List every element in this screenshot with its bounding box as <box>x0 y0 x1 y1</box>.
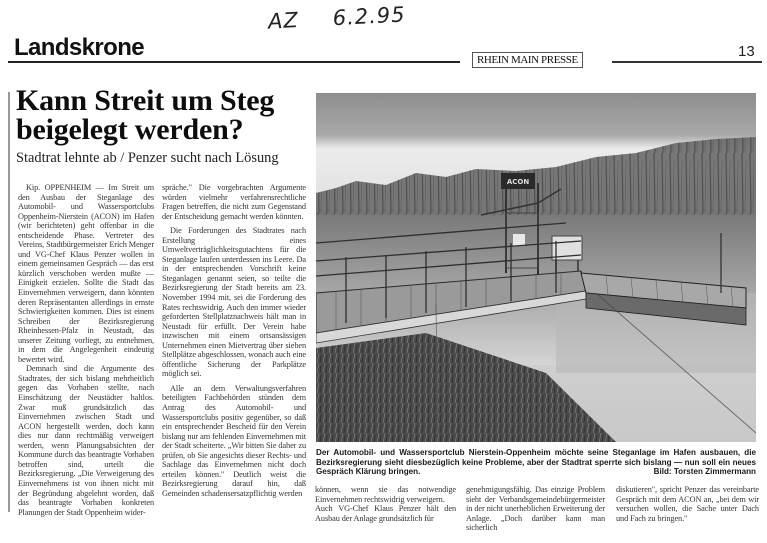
masthead: RHEIN MAIN PRESSE <box>472 52 583 68</box>
annotation-date: 6.2.95 <box>332 2 407 31</box>
paragraph: genehmigungsfähig. Das einzige Problem sieht der Verbandsgemeindebürgermeister in der nicht unerheblichen Erweiterung der Anlage. „Doch darüber kann man sicherlich <box>466 485 605 533</box>
article-column-3 <box>315 485 456 523</box>
paragraph: Alle an dem Verwaltungsverfahren beteiligten Fachbehörden stünden dem Antrag des Automobil- und Wassersportclubs positiv gegenüber, so daß ein entsprechender Bescheid für den Verein bislang nur am fehlenden Einvernehmen mit der Stadt scheiterte. „Wir bitten Sie daher zu prüfen, ob Sie angesichts dieser Rechts- und Sachlage das Einvernehmen nicht doch erteilen können." Deutlich weist die Bezirksregierung darauf hin, daß Gemeinden schadensersatzpflichtig werden <box>162 383 306 498</box>
handwritten-annotation <box>267 2 406 33</box>
page-number: 13 <box>738 43 755 60</box>
article-column-1 <box>18 183 154 517</box>
header-rule-left <box>8 61 460 63</box>
photo-credit: Bild: Torsten Zimmermann <box>653 467 756 477</box>
paragraph: Demnach sind die Argumente des Stadtrates, der sich bislang mehrheitlich gegen das Vorhaben stellte, nach Einschätzung der Neustädter haltlos. Zwar muß grundsätzlich das Einvernehmen zwischen Stadt und ACON hergestellt werden, doch kann dies nur dann rechtmäßig verweigert werden, wenn Planungsabsichten der Kommune durch das beantragte Vorhaben betroffen sind, urteilt die Bezirksregierung. „Die Verweigerung des Einvernehmens ist von ihnen nicht mit der Begründung abgelehnt worden, daß das beantragte Vorhaben konkreten Planungen der Stadt Oppenheim wider- <box>18 364 154 517</box>
subheadline: Stadtrat lehnte ab / Penzer sucht nach Lösung <box>16 150 279 166</box>
headline: Kann Streit um Steg beigelegt werden? <box>16 84 275 146</box>
source-code: AZ <box>267 8 300 34</box>
header-rule-right <box>612 61 762 63</box>
article-column-4 <box>466 485 605 533</box>
sign-text: ACON <box>506 178 530 186</box>
article-column-5 <box>616 485 759 523</box>
article-column-2 <box>162 183 306 499</box>
paragraph: Kip. OPPENHEIM — Im Streit um den Ausbau der Steganlage des Automobil- und Wassersportclubs Oppenheim-Nierstein (ACON) im Hafen (wir berichteten) geht offenbar in die entscheidende Phase. Vertreter des Vereins, Stadtbürgermeister Erich Menger und VG-Chef Klaus Penzer wollen in einem gemeinsamen Gespräch — das erst kürzlich verschoben werden mußte — Einigkeit erzielen. Sollte die Stadt das Einvernehmen verweigern, dann könnten deren Repräsentanten allerdings in ernste Schwierigkeiten kommen. Dies ist einem Schreiben der Bezirksregierung Rheinhessen-Pfalz in Neustadt, das unserer Zeitung vorliegt, zu entnehmen, in dem die Angelegenheit eindeutig bewertet wird. <box>18 183 154 364</box>
paragraph: Auch VG-Chef Klaus Penzer hält den Ausbau der Anlage grundsätzlich für <box>315 504 456 523</box>
paragraph: spräche." Die vorgebrachten Argumente würden vielmehr verfahrensrechtliche Fragen betreffen, die nicht zum Gegenstand der Entscheidung gemacht werden könnten. <box>162 183 306 221</box>
scan-edge-line <box>8 92 10 512</box>
dock-photo-illustration <box>316 93 756 442</box>
paragraph: können, wenn sie das notwendige Einvernehmen rechtswidrig verweigern. <box>315 485 456 504</box>
paragraph: diskutieren", spricht Penzer das vereinbarte Gespräch mit dem ACON an, „bei dem wir versuchen wollen, die Sache unter Dach und Fach zu bringen." <box>616 485 759 523</box>
paragraph: Die Forderungen des Stadtrates nach Erstellung eines Umweltverträglichkeitsgutachtens für die Steganlage laufen unterdessen ins Leere. Da in der entsprechenden Vorschrift keine Steganlagen genannt seien, so teilte die Bezirksregierung der Stadt bereits am 23. November 1994 mit, sei die Forderung des Rates rechtswidrig. Auch den immer wieder geforderten Stellplatznachweis hält man in Neustadt für erfüllt. Der Verein habe inzwischen mit einem ortsansässigen Unternehmen einen Mietvertrag über sieben Stellplätze abgeschlossen, wonach auch eine öffentliche Sicherung der Parkplätze möglich sei. <box>162 226 306 379</box>
section-title: Landskrone <box>14 34 145 61</box>
caption-text: Der Automobil- und Wassersportclub Nierstein-Oppenheim möchte seine Steganlage im Hafen ausbauen, die Bezirksregierung sieht diesbezüglich keine Probleme, aber der Stadtrat sperrte sich bislang — nun soll ein neues Gespräch Klärung bringen. <box>316 448 756 477</box>
photo-caption <box>316 448 756 477</box>
article-photo <box>316 93 756 442</box>
